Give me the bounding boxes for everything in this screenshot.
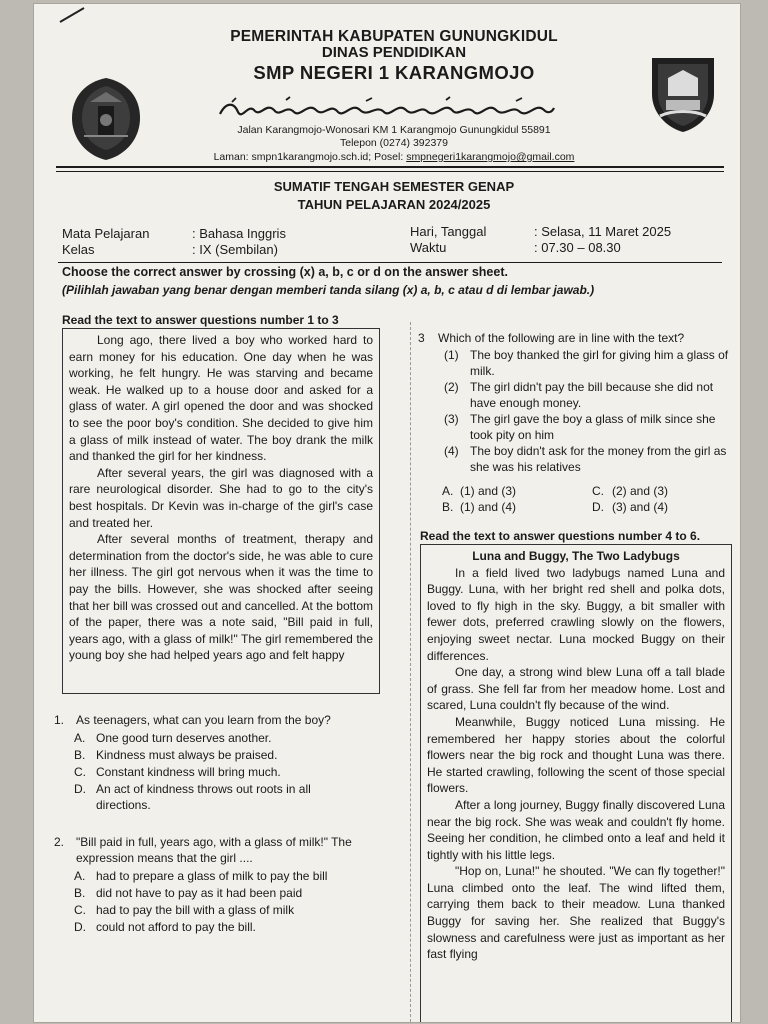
- story1-paragraph-2: After several years, the girl was diagnosed with a rare neurological disorder. She had to go to the city's best hospitals. Dr Kevin was in-charge of the girl's case and treated her.: [69, 465, 373, 530]
- q2-option-b-letter[interactable]: B.: [74, 886, 86, 900]
- q2-option-b[interactable]: did not have to pay as it had been paid: [96, 886, 303, 900]
- q2-option-a-letter[interactable]: A.: [74, 869, 86, 883]
- q1-option-d-letter[interactable]: D.: [74, 782, 86, 796]
- school-emblem-logo: [646, 50, 720, 134]
- time-value: : 07.30 – 08.30: [534, 240, 621, 255]
- info-rule: [58, 262, 722, 263]
- day-value: : Selasa, 11 Maret 2025: [534, 224, 672, 239]
- school-phone: Telepon (0274) 392379: [339, 137, 448, 149]
- q3-statement-1: The boy thanked the girl for giving him a glass of milk.: [470, 348, 729, 378]
- q3-statement-3-number: (3): [444, 412, 459, 426]
- section2-lead: Read the text to answer questions number 4 to 6.: [420, 529, 701, 543]
- story2-paragraph-2: One day, a strong wind blew Luna off a tall blade of grass. She fell far from her meadow home. Lost and scared, Luna couldn't fly because of the wind.: [427, 665, 725, 713]
- q1-stem: As teenagers, what can you learn from the boy?: [76, 713, 331, 727]
- q2-option-d[interactable]: could not afford to pay the bill.: [96, 920, 256, 934]
- q3-option-b[interactable]: (1) and (4): [460, 500, 517, 514]
- q1-number: 1.: [54, 713, 65, 727]
- q3-number: 3: [418, 331, 425, 345]
- q1-option-d[interactable]: An act of kindness throws out roots in all directions.: [96, 782, 311, 812]
- q2-stem: "Bill paid in full, years ago, with a glass of milk!" The expression means that the girl ....: [76, 835, 352, 865]
- website: smpn1karangmojo.sch.id: [251, 151, 369, 163]
- q3-option-d-letter[interactable]: D.: [592, 500, 604, 514]
- q1-option-c-letter[interactable]: C.: [74, 765, 86, 779]
- q3-statement-4-number: (4): [444, 444, 459, 458]
- column-separator: [410, 322, 411, 1022]
- story2-paragraph-4: After a long journey, Buggy finally discovered Luna near the big rock. She was weak and couldn't fly home. Seeing her condition, he climbed onto a leaf and held it tightly with his little legs.: [427, 797, 725, 862]
- q3-statement-2-number: (2): [444, 380, 459, 394]
- instruction-english: Choose the correct answer by crossing (x) a, b, c or d on the answer sheet.: [62, 265, 508, 279]
- q3-option-c-letter[interactable]: C.: [592, 484, 604, 498]
- mail-prefix: ; Posel:: [368, 151, 407, 163]
- story2-textbox: [420, 544, 732, 1022]
- q2-option-c[interactable]: had to pay the bill with a glass of milk: [96, 903, 295, 917]
- question-3: [418, 330, 734, 346]
- exam-paper: [34, 4, 740, 1022]
- question-2: [54, 834, 384, 868]
- story1-paragraph-1: Long ago, there lived a boy who worked hard to earn money for his education. One day when he was working, he felt hungry. He was starving and became weak. He walked up to a house door and asked for a glass of water. A girl opened the door and was shocked to see the poor boy's condition. She decided to give him a glass of milk instead of water. The boy drank the milk and thanked the girl for her kindness.: [69, 333, 373, 464]
- story2-paragraph-3: Meanwhile, Buggy noticed Luna missing. He remembered her happy stories about the colorful flowers near the big rock and thought Luna was there. He started crawling, following the scent of those special flowers.: [427, 714, 725, 796]
- q3-stem: Which of the following are in line with the text?: [438, 331, 685, 345]
- web-prefix: Laman:: [213, 151, 252, 163]
- q1-option-c[interactable]: Constant kindness will bring much.: [96, 765, 281, 779]
- section1-lead: Read the text to answer questions number 1 to 3: [62, 313, 339, 327]
- pen-stroke-mark: [58, 6, 88, 24]
- story2-title: Luna and Buggy, The Two Ladybugs: [472, 549, 680, 563]
- q1-option-b-letter[interactable]: B.: [74, 748, 86, 762]
- q3-option-d[interactable]: (3) and (4): [612, 500, 669, 514]
- exam-year: TAHUN PELAJARAN 2024/2025: [297, 197, 491, 212]
- story2-paragraph-1: In a field lived two ladybugs named Luna and Buggy. Luna, with her bright red shell and polka dots, loved to fly high in the sky. Buggy, a bit smaller with fewer dots, preferred crawling slowly on the flowers, enjoying sweet nectar. Luna mocked Buggy on their differences.: [427, 565, 725, 663]
- subject-label: Mata Pelajaran: [62, 226, 150, 241]
- q3-statement-2: The girl didn't pay the bill because she did not have enough money.: [470, 380, 714, 410]
- q2-option-d-letter[interactable]: D.: [74, 920, 86, 934]
- day-label: Hari, Tanggal: [410, 224, 487, 239]
- q1-option-b[interactable]: Kindness must always be praised.: [96, 748, 278, 762]
- q3-statement-4: The boy didn't ask for the money from the girl as she was his relatives: [470, 444, 727, 474]
- regency-emblem-logo: [68, 76, 144, 162]
- header-rule-thin: [56, 171, 724, 172]
- class-value: : IX (Sembilan): [192, 242, 278, 257]
- story1-paragraph-3: After several months of treatment, therapy and determination from the doctor's side, he was able to cure her illness. The girl got nervous when it was the time to pay the bills. However, she was shocked after seeing that her bill was crossed out and cancelled. At the bottom of the paper, there was a note said, "Bill paid in full, years ago, with a glass of milk!" The girl remembered the young boy she had helped years ago and felt happy: [69, 532, 373, 663]
- q1-option-a[interactable]: One good turn deserves another.: [96, 731, 272, 745]
- school-web-mail: [144, 151, 644, 163]
- story1-textbox: [62, 328, 380, 694]
- javanese-script-line: [216, 96, 556, 122]
- q3-option-c[interactable]: (2) and (3): [612, 484, 669, 498]
- q3-statement-3: The girl gave the boy a glass of milk since she took pity on him: [470, 412, 716, 442]
- email: smpnegeri1karangmojo@gmail.com: [406, 151, 575, 163]
- subject-value: : Bahasa Inggris: [192, 226, 286, 241]
- story2-paragraph-5: "Hop on, Luna!" he shouted. "We can fly together!" Luna climbed onto the leaf. The wind lifted them, carrying them back to their meadow. Luna thanked Buggy for saving her. She realized that Buggy's slowness and carefulness were just as important as her fast flying: [427, 864, 725, 962]
- question-1: [54, 712, 384, 728]
- exam-title: SUMATIF TENGAH SEMESTER GENAP: [273, 179, 515, 194]
- q2-option-a[interactable]: had to prepare a glass of milk to pay the bill: [96, 869, 328, 883]
- time-label: Waktu: [410, 240, 447, 255]
- government-name: PEMERINTAH KABUPATEN GUNUNGKIDUL: [230, 28, 558, 45]
- instruction-indonesian: (Pilihlah jawaban yang benar dengan memberi tanda silang (x) a, b, c atau d di lembar jawab.): [62, 283, 595, 297]
- q1-option-a-letter[interactable]: A.: [74, 731, 86, 745]
- school-name: SMP NEGERI 1 KARANGMOJO: [253, 62, 535, 83]
- header-rule-thick: [56, 166, 724, 168]
- department-name: DINAS PENDIDIKAN: [321, 44, 467, 61]
- q3-option-a-letter[interactable]: A.: [442, 484, 454, 498]
- q3-option-a[interactable]: (1) and (3): [460, 484, 517, 498]
- q3-option-b-letter[interactable]: B.: [442, 500, 454, 514]
- q2-number: 2.: [54, 835, 65, 849]
- class-label: Kelas: [62, 242, 95, 257]
- q2-option-c-letter[interactable]: C.: [74, 903, 86, 917]
- q3-statement-1-number: (1): [444, 348, 459, 362]
- school-address: Jalan Karangmojo-Wonosari KM 1 Karangmojo Gunungkidul 55891: [237, 124, 551, 136]
